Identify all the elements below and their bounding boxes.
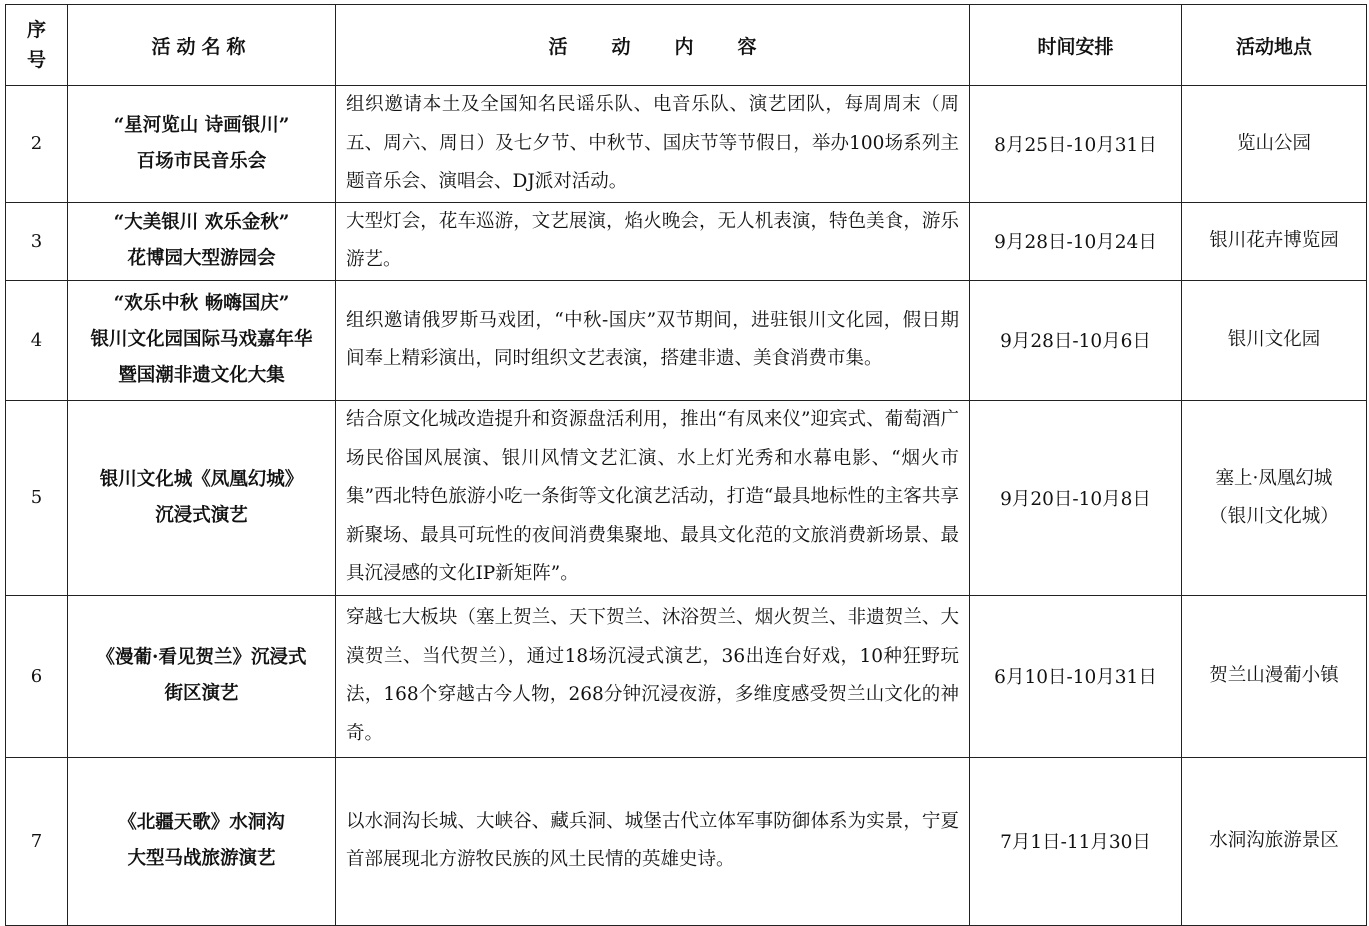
row-name-line: 银川文化园国际马戏嘉年华 [90, 329, 313, 350]
row-place-line: （银川文化城） [1209, 505, 1339, 527]
row-content: 以水洞沟长城、大峡谷、藏兵洞、城堡古代立体军事防御体系为实景，宁夏首部展现北方游牧民族的风土民情的英雄史诗。 [336, 757, 970, 925]
row-name [68, 86, 336, 203]
row-name-line: “欢乐中秋 畅嗨国庆” [113, 293, 290, 314]
header-content-char: 活 [548, 35, 568, 58]
header-content [336, 5, 970, 86]
row-name [68, 400, 336, 595]
header-place: 活动地点 [1182, 5, 1367, 86]
row-content: 组织邀请俄罗斯马戏团，“中秋-国庆”双节期间，进驻银川文化园，假日期间奉上精彩演出，同时组织文艺表演，搭建非遗、美食消费市集。 [336, 280, 970, 400]
row-name-line: 银川文化城《凤凰幻城》 [99, 468, 304, 490]
row-name [68, 202, 336, 280]
row-index: 2 [6, 86, 68, 203]
header-content-char: 动 [611, 35, 631, 58]
row-index: 7 [6, 757, 68, 925]
row-index: 6 [6, 595, 68, 757]
table-row [6, 400, 1367, 595]
row-name-line: 百场市民音乐会 [136, 150, 267, 172]
row-place-line: 览山公园 [1236, 132, 1311, 154]
row-time: 7月1日-11月30日 [970, 757, 1182, 925]
row-name-line: 《北疆天歌》水洞沟 [118, 812, 285, 833]
row-index: 5 [6, 400, 68, 595]
row-name-line: 《漫葡·看见贺兰》沉浸式 [96, 647, 307, 668]
row-content: 穿越七大板块（塞上贺兰、天下贺兰、沐浴贺兰、烟火贺兰、非遗贺兰、大漠贺兰、当代贺兰），通过18场沉浸式演艺，36出连台好戏，10种狂野玩法，168个穿越古今人物，268分钟沉浸夜游，多维度感受贺兰山文化的神奇。 [336, 595, 970, 757]
header-content-char: 内 [674, 35, 694, 58]
header-time: 时间安排 [970, 5, 1182, 86]
row-name-line: 街区演艺 [164, 683, 239, 704]
row-time: 9月28日-10月6日 [970, 280, 1182, 400]
table-header-row [6, 5, 1367, 86]
events-table [5, 4, 1367, 926]
row-time: 9月20日-10月8日 [970, 400, 1182, 595]
row-content: 大型灯会，花车巡游，文艺展演，焰火晚会，无人机表演，特色美食，游乐游艺。 [336, 202, 970, 280]
row-place [1182, 400, 1367, 595]
row-name [68, 280, 336, 400]
table-row [6, 280, 1367, 400]
row-name [68, 757, 336, 925]
header-name: 活动名称 [68, 5, 336, 86]
row-time: 8月25日-10月31日 [970, 86, 1182, 203]
row-index: 4 [6, 280, 68, 400]
row-place [1182, 280, 1367, 400]
header-content-char: 容 [737, 35, 757, 58]
row-name-line: “大美银川 欢乐金秋” [113, 212, 290, 233]
row-name-line: “星河览山 诗画银川” [113, 114, 290, 136]
row-name-line: 花博园大型游园会 [127, 248, 276, 269]
header-index: 序号 [6, 5, 68, 86]
row-place [1182, 202, 1367, 280]
row-content: 结合原文化城改造提升和资源盘活利用，推出“有凤来仪”迎宾式、葡萄酒广场民俗国风展演、银川风情文艺汇演、水上灯光秀和水幕电影、“烟火市集”西北特色旅游小吃一条街等文化演艺活动，打造“最具地标性的主客共享新聚场、最具可玩性的夜间消费集聚地、最具文化范的文旅消费新场景、最具沉浸感的文化IP新矩阵”。 [336, 400, 970, 595]
table-row [6, 595, 1367, 757]
row-place-line: 贺兰山漫葡小镇 [1209, 665, 1339, 686]
row-time: 6月10日-10月31日 [970, 595, 1182, 757]
row-content: 组织邀请本土及全国知名民谣乐队、电音乐队、演艺团队，每周周末（周五、周六、周日）及七夕节、中秋节、国庆节等节假日，举办100场系列主题音乐会、演唱会、DJ派对活动。 [336, 86, 970, 203]
row-name [68, 595, 336, 757]
row-place [1182, 595, 1367, 757]
row-name-line: 大型马战旅游演艺 [127, 848, 276, 869]
row-index: 3 [6, 202, 68, 280]
table-row [6, 202, 1367, 280]
table-row [6, 86, 1367, 203]
row-place-line: 银川文化园 [1227, 329, 1321, 350]
table-row [6, 757, 1367, 925]
row-name-line: 沉浸式演艺 [155, 504, 248, 526]
row-place [1182, 86, 1367, 203]
row-name-line: 暨国潮非遗文化大集 [118, 365, 285, 386]
row-place-line: 塞上·凤凰幻城 [1215, 467, 1333, 489]
row-place-line: 水洞沟旅游景区 [1209, 830, 1339, 851]
row-place-line: 银川花卉博览园 [1209, 230, 1339, 251]
row-time: 9月28日-10月24日 [970, 202, 1182, 280]
row-place [1182, 757, 1367, 925]
